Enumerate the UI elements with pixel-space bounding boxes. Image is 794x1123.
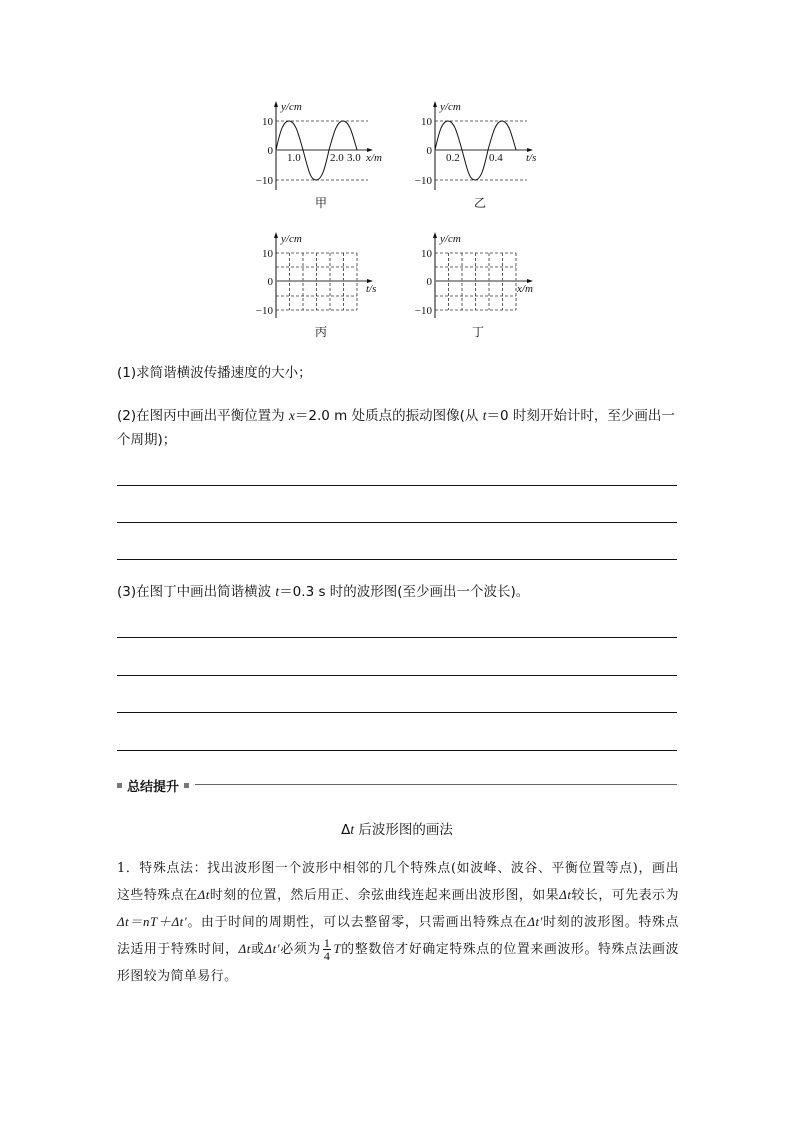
square-bullet-icon	[184, 783, 189, 788]
math-delta-t-prime: Δt′	[264, 942, 281, 956]
summary-heading	[117, 775, 677, 795]
y-tick-neg10: −10	[255, 305, 273, 317]
x-axis-label: x/m	[517, 283, 533, 295]
y-axis-label: y/cm	[440, 233, 461, 245]
q2-text-c: ＝0 时刻开始计时，至少画出一个周期)；	[117, 408, 675, 448]
q3-var-t: t	[275, 584, 280, 599]
y-tick-10: 10	[421, 248, 432, 260]
figure-ding-caption: 丁	[471, 325, 484, 339]
y-tick-10: 10	[421, 116, 432, 128]
figure-bing-caption: 丙	[314, 325, 327, 339]
summary-heading-title: 总结提升	[127, 780, 180, 795]
y-tick-0: 0	[267, 145, 273, 157]
square-bullet-icon	[117, 783, 122, 788]
q2-text-a: (2)在图丙中画出平衡位置为	[117, 408, 289, 424]
delta-symbol: Δ	[341, 822, 351, 838]
y-axis-label: y/cm	[440, 101, 461, 113]
answer-line-q2-3[interactable]	[117, 559, 677, 560]
x-tick-3: 3.0	[347, 152, 361, 164]
x-axis-label: t/s	[526, 152, 537, 164]
y-tick-0: 0	[426, 276, 432, 288]
question-2	[117, 404, 682, 452]
figure-bing-blank-grid[interactable]	[250, 228, 390, 328]
q2-var-x: x	[288, 408, 295, 423]
summary-paragraph	[117, 855, 679, 990]
math-formula: Δt＝nT＋Δt′	[117, 915, 188, 929]
x-tick-1: 1.0	[287, 152, 301, 164]
answer-line-q3-4[interactable]	[117, 750, 677, 751]
q3-text-b: ＝0.3 s 时的波形图(至少画出一个波长)。	[279, 584, 530, 600]
q3-text-a: (3)在图丁中画出简谐横波	[117, 584, 276, 600]
answer-line-q2-1[interactable]	[117, 485, 677, 486]
answer-line-q3-2[interactable]	[117, 675, 677, 676]
y-tick-neg10: −10	[255, 175, 273, 187]
answer-line-q3-3[interactable]	[117, 712, 677, 713]
question-1: (1)求简谐横波传播速度的大小；	[117, 365, 312, 381]
x-tick-0-2: 0.2	[446, 152, 460, 164]
para-text-4d: 的整数倍才好确定特殊点的位置来画波形。特殊点法画波形图较为简单易行。	[117, 942, 679, 984]
title-var-t: t	[350, 822, 355, 837]
y-tick-0: 0	[267, 276, 273, 288]
math-delta-t: Δt	[559, 888, 572, 902]
answer-line-q2-2[interactable]	[117, 522, 677, 523]
fraction-one-quarter	[323, 937, 332, 962]
para-text-1: 1．特殊点法：找出波形图一个波形中相邻的几个特殊点(如波峰、波谷、平衡位置等点)，画出这些特殊点在	[117, 861, 679, 903]
para-text-3b: 。由于时间的周期性，可以去整留零，只需画出特殊点在	[187, 915, 528, 930]
math-delta-t-prime: Δt′	[527, 915, 544, 929]
math-delta-t: Δt	[197, 888, 210, 902]
fraction-denominator: 4	[323, 949, 331, 963]
fraction-numerator: 1	[323, 936, 331, 950]
x-axis-label: x/m	[366, 152, 382, 164]
question-3	[117, 580, 682, 604]
summary-section-title	[0, 818, 794, 838]
para-text-2: 时刻的位置，然后用正、余弦曲线连起来画出波形图，如果	[209, 888, 560, 903]
answer-line-q3-1[interactable]	[117, 637, 677, 638]
para-text-4b: 或	[250, 942, 265, 957]
math-var-T: T	[333, 942, 342, 956]
para-text-3: 较长，可先表示为	[571, 888, 679, 903]
figure-yi-caption: 乙	[473, 196, 486, 210]
y-tick-neg10: −10	[414, 175, 432, 187]
x-axis-label: t/s	[366, 283, 377, 295]
math-delta-t: Δt	[238, 942, 251, 956]
y-tick-10: 10	[262, 248, 273, 260]
x-tick-2: 2.0	[330, 152, 344, 164]
q2-text-b: ＝2.0 m 处质点的振动图像(从	[294, 408, 483, 424]
para-text-4: 时刻的波形图。特殊点法适用于特殊时间，	[117, 915, 680, 957]
figure-jia-caption: 甲	[314, 196, 327, 210]
title-rest: 后波形图的画法	[354, 822, 453, 838]
y-tick-0: 0	[426, 145, 432, 157]
y-tick-10: 10	[262, 116, 273, 128]
para-text-4c: 必须为	[280, 942, 321, 957]
y-axis-label: y/cm	[281, 101, 302, 113]
x-tick-0-4: 0.4	[489, 152, 503, 164]
figure-ding-blank-grid[interactable]	[410, 228, 550, 328]
y-tick-neg10: −10	[414, 305, 432, 317]
y-axis-label: y/cm	[281, 233, 302, 245]
q2-var-t: t	[482, 408, 487, 423]
heading-divider	[195, 784, 677, 785]
